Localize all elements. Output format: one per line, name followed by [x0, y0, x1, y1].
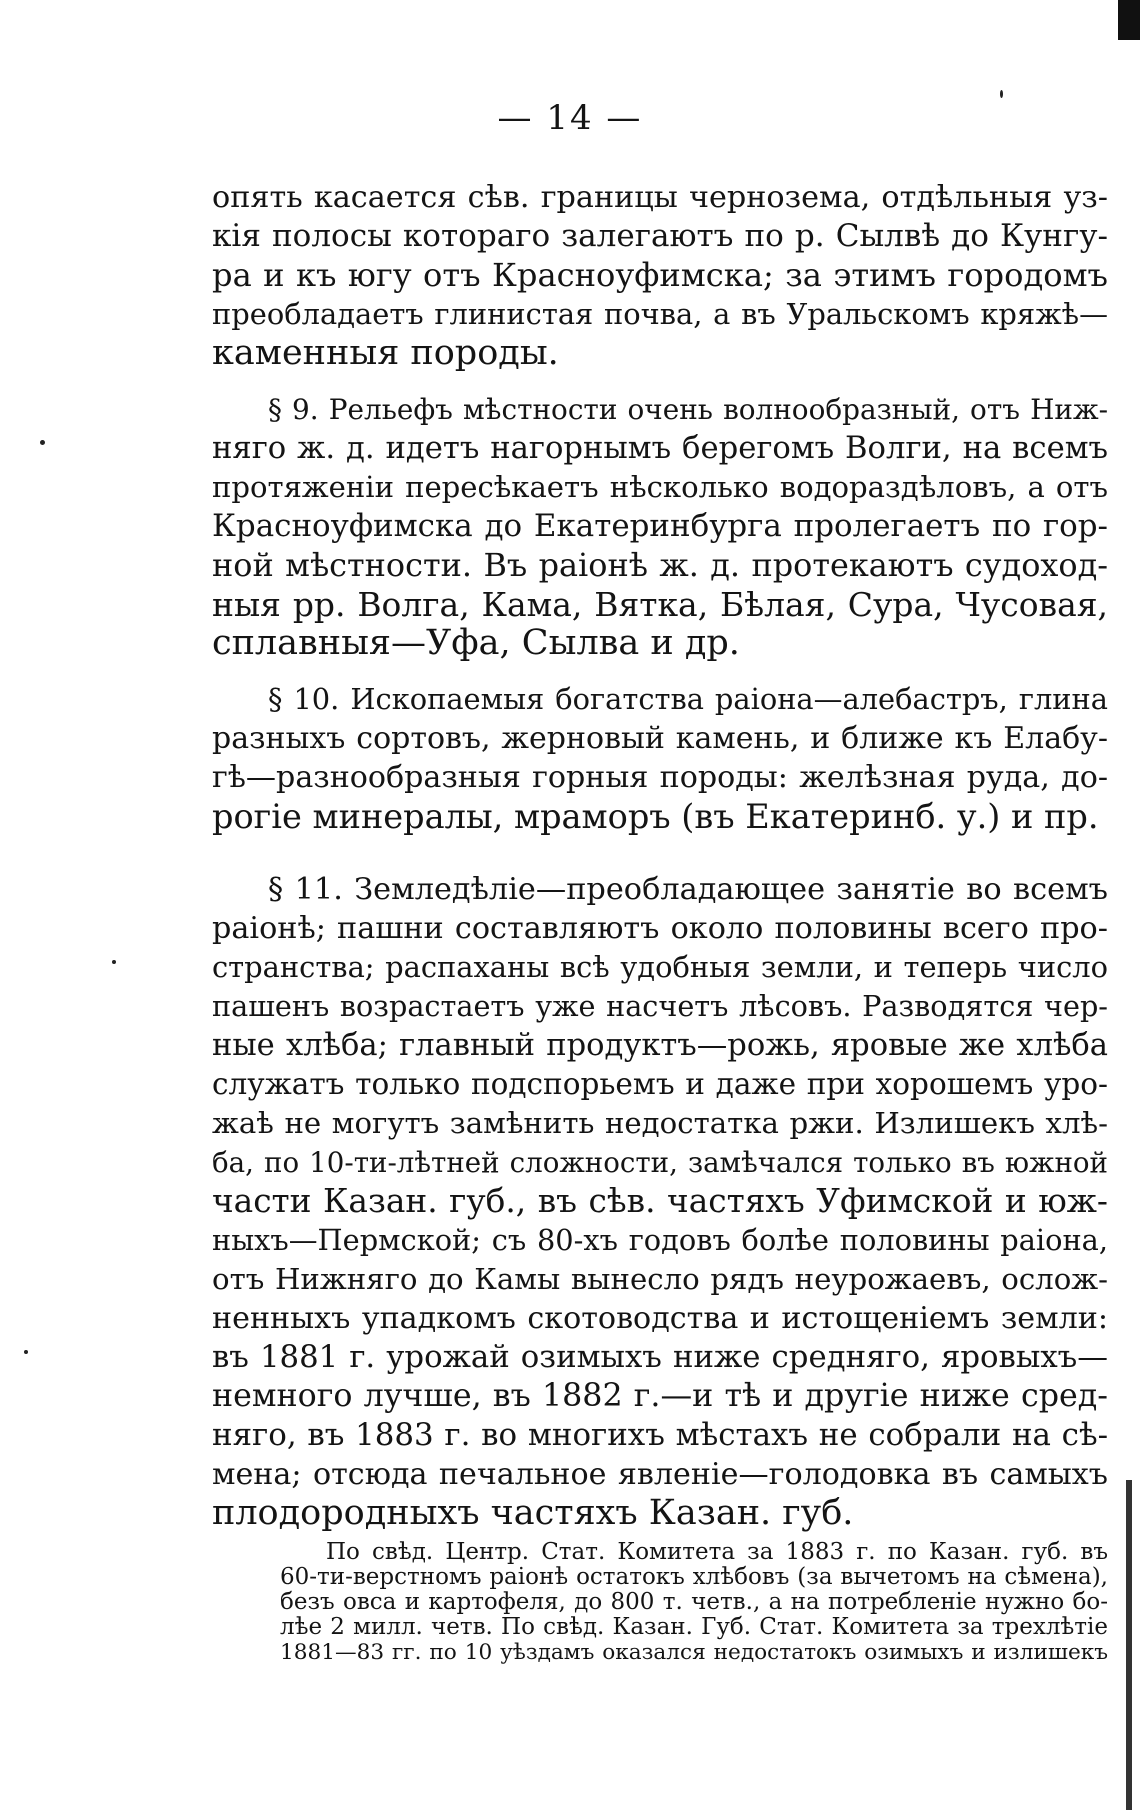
text-line: раіонѣ; пашни составляютъ около половины всего про- — [212, 911, 1108, 946]
text-line: опять касается сѣв. границы чернозема, отдѣльныя уз- — [212, 180, 1108, 215]
text-line: странства; распаханы всѣ удобныя земли, и теперь число — [212, 950, 1108, 984]
text-line: рогіе минералы, мраморъ (въ Екатеринб. у.) и пр. — [212, 797, 1099, 836]
scan-speck — [1000, 90, 1003, 98]
text-line: части Казан. губ., въ сѣв. частяхъ Уфимской и юж- — [212, 1182, 1108, 1220]
footnote-line: лѣе 2 милл. четв. По свѣд. Казан. Губ. Стат. Комитета за трехлѣтіе — [280, 1614, 1108, 1640]
scan-speck — [40, 440, 45, 445]
text-line: служатъ только подспорьемъ и даже при хорошемъ уро- — [212, 1067, 1108, 1101]
text-line: отъ Нижняго до Камы вынесло рядъ неурожаевъ, ослож- — [212, 1262, 1108, 1296]
text-line: ба, по 10-ти-лѣтней сложности, замѣчался только въ южной — [212, 1146, 1108, 1179]
right-edge-scan-mark — [1126, 1480, 1132, 1810]
text-line: пашенъ возрастаетъ уже насчетъ лѣсовъ. Разводятся чер- — [212, 989, 1108, 1023]
corner-scan-mark — [1118, 0, 1140, 40]
text-line: няго ж. д. идетъ нагорнымъ берегомъ Волги, на всемъ — [212, 431, 1108, 466]
section-heading-line: § 10. Ископаемыя богатства раіона—алебастръ, глина — [268, 682, 1108, 716]
text-line: гѣ—разнообразныя горныя породы: желѣзная руда, до- — [212, 760, 1108, 795]
text-line: разныхъ сортовъ, жерновый камень, и ближе къ Елабу- — [212, 721, 1108, 756]
text-line: въ 1881 г. урожай озимыхъ ниже средняго, яровыхъ— — [212, 1339, 1108, 1375]
section-heading-line: § 11. Земледѣліе—преобладающее занятіе во всемъ — [268, 872, 1108, 907]
text-line: ра и къ югу отъ Красноуфимска; за этимъ городомъ — [212, 256, 1108, 294]
scan-speck — [112, 960, 116, 964]
text-line: мена; отсюда печальное явленіе—голодовка въ самыхъ — [212, 1457, 1108, 1492]
text-line: ныя рр. Волга, Кама, Вятка, Бѣлая, Сура, Чусовая, — [212, 585, 1108, 624]
section-heading-line: § 9. Рельефъ мѣстности очень волнообразный, отъ Ниж- — [268, 393, 1108, 426]
paragraph-section-9 — [212, 390, 1108, 663]
paragraph-section-11 — [212, 870, 1108, 1533]
text-line: няго, въ 1883 г. во многихъ мѣстахъ не собрали на сѣ- — [212, 1417, 1108, 1453]
paragraph-opening — [212, 178, 1108, 373]
text-line: ненныхъ упадкомъ скотоводства и истощеніемъ земли: — [212, 1301, 1108, 1336]
paragraph-section-10 — [212, 680, 1108, 836]
text-line: кія полосы котораго залегаютъ по р. Сылвѣ до Кунгу- — [212, 218, 1108, 254]
text-line: протяженіи пересѣкаетъ нѣсколько водораздѣловъ, а отъ — [212, 470, 1108, 504]
text-line: Красноуфимска до Екатеринбурга пролегаетъ по гор- — [212, 508, 1108, 544]
text-line: немного лучше, въ 1882 г.—и тѣ и другіе ниже сред- — [212, 1378, 1108, 1414]
text-line: плодородныхъ частяхъ Казан. губ. — [212, 1493, 854, 1533]
footnote-line: безъ овса и картофеля, до 800 т. четв., а на потребленіе нужно бо- — [280, 1589, 1108, 1615]
text-line: ной мѣстности. Въ раіонѣ ж. д. протекаютъ судоход- — [212, 546, 1108, 584]
footnote-line: 60-ти-верстномъ раіонѣ остатокъ хлѣбовъ (за вычетомъ на сѣмена), — [280, 1564, 1108, 1590]
text-line: каменныя породы. — [212, 333, 559, 373]
footnote — [280, 1540, 1108, 1665]
text-line: ныхъ—Пермской; съ 80-хъ годовъ болѣе половины раіона, — [212, 1223, 1108, 1257]
text-line: жаѣ не могутъ замѣнить недостатка ржи. Излишекъ хлѣ- — [212, 1106, 1108, 1140]
text-line: ные хлѣба; главный продуктъ—рожь, яровые же хлѣба — [212, 1028, 1108, 1063]
text-line: преобладаетъ глинистая почва, а въ Уральскомъ кряжѣ— — [212, 297, 1108, 331]
scan-speck — [24, 1350, 28, 1354]
footnote-line: 1881—83 гг. по 10 уѣздамъ оказался недостатокъ озимыхъ и излишекъ — [280, 1640, 1108, 1665]
footnote-line: По свѣд. Центр. Стат. Комитета за 1883 г. по Казан. губ. въ — [326, 1539, 1108, 1565]
page-number: — 14 — — [497, 98, 643, 138]
text-line: сплавныя—Уфа, Сылва и др. — [212, 623, 740, 663]
